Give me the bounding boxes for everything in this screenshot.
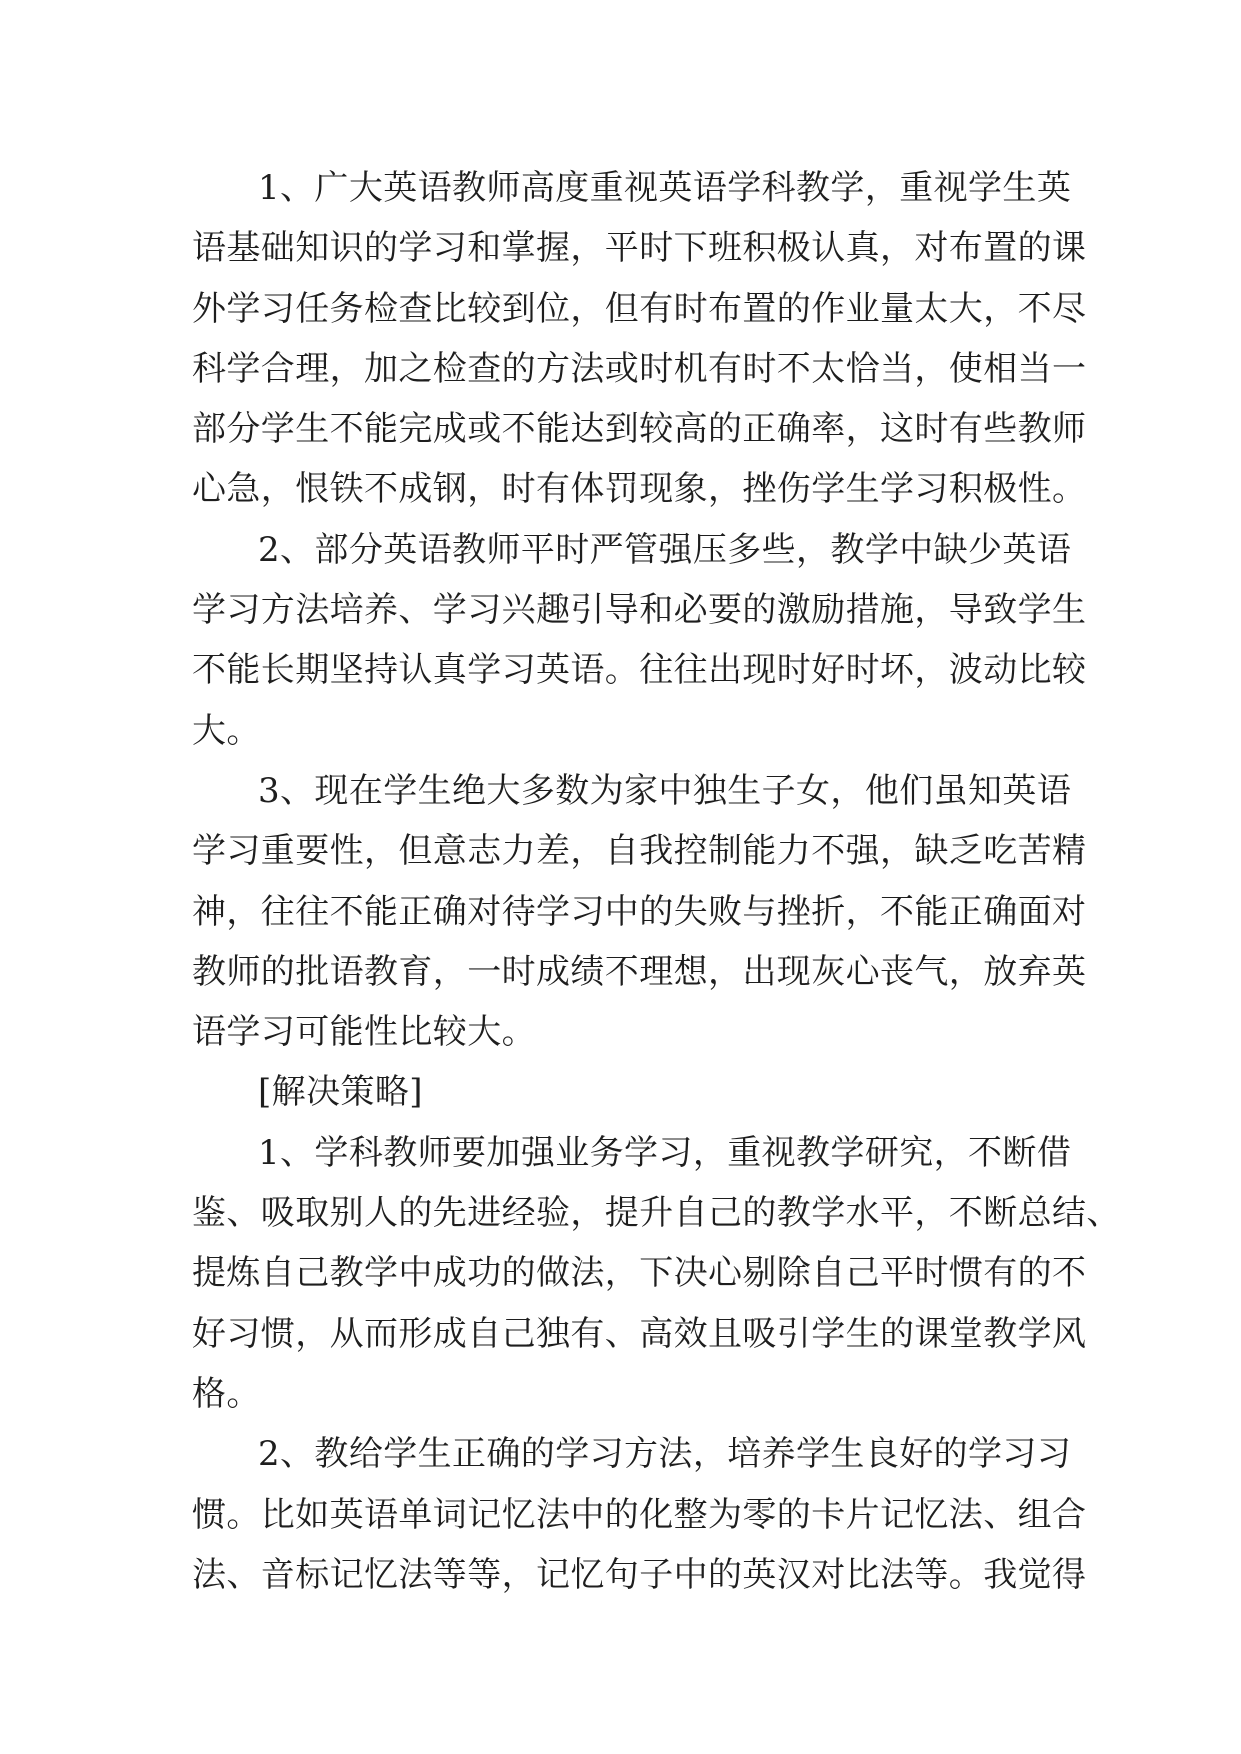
- text-line: 提炼自己教学中成功的做法，下决心剔除自己平时惯有的不: [192, 1253, 1087, 1294]
- document-body: [192, 158, 1121, 1605]
- section-heading: [解决策略]: [258, 1072, 423, 1113]
- text-line: 1、学科教师要加强业务学习，重视教学研究，不断借: [258, 1132, 1072, 1173]
- text-line: 鉴、吸取别人的先进经验，提升自己的教学水平，不断总结、: [192, 1193, 1121, 1234]
- strategy-paragraph-2: [192, 1424, 1087, 1605]
- text-line: 心急，恨铁不成钢，时有体罚现象，挫伤学生学习积极性。: [192, 469, 1087, 510]
- text-line: 教师的批语教育，一时成绩不理想，出现灰心丧气，放弃英: [192, 951, 1087, 992]
- text-line: 格。: [192, 1373, 261, 1414]
- strategy-paragraph-1: [192, 1123, 1121, 1424]
- text-line: 3、现在学生绝大多数为家中独生子女，他们虽知英语: [258, 770, 1072, 811]
- text-line: 2、部分英语教师平时严管强压多些，教学中缺少英语: [258, 529, 1072, 570]
- text-line: 惯。比如英语单词记忆法中的化整为零的卡片记忆法、组合: [192, 1494, 1087, 1535]
- text-line: 学习方法培养、学习兴趣引导和必要的激励措施，导致学生: [192, 590, 1087, 631]
- text-line: 神，往往不能正确对待学习中的失败与挫折，不能正确面对: [192, 891, 1087, 932]
- text-line: 大。: [192, 710, 261, 751]
- text-line: 科学合理，加之检查的方法或时机有时不太恰当，使相当一: [192, 348, 1087, 389]
- text-line: 部分学生不能完成或不能达到较高的正确率，这时有些教师: [192, 409, 1087, 450]
- text-line: 学习重要性，但意志力差，自我控制能力不强，缺乏吃苦精: [192, 831, 1087, 872]
- text-line: 好习惯，从而形成自己独有、高效且吸引学生的课堂教学风: [192, 1313, 1087, 1354]
- text-line: 2、教给学生正确的学习方法，培养学生良好的学习习: [258, 1434, 1072, 1475]
- text-line: 外学习任务检查比较到位，但有时布置的作业量太大，不尽: [192, 288, 1087, 329]
- text-line: 语学习可能性比较大。: [192, 1012, 536, 1053]
- text-line: 法、音标记忆法等等，记忆句子中的英汉对比法等。我觉得: [192, 1554, 1087, 1595]
- text-line: 不能长期坚持认真学习英语。往往出现时好时坏，波动比较: [192, 650, 1087, 691]
- problem-paragraph-2: [192, 520, 1087, 761]
- problem-paragraph-1: [192, 158, 1087, 520]
- text-line: 1、广大英语教师高度重视英语学科教学，重视学生英: [258, 168, 1072, 208]
- problem-paragraph-3: [192, 761, 1087, 1062]
- text-line: 语基础知识的学习和掌握，平时下班积极认真，对布置的课: [192, 228, 1087, 269]
